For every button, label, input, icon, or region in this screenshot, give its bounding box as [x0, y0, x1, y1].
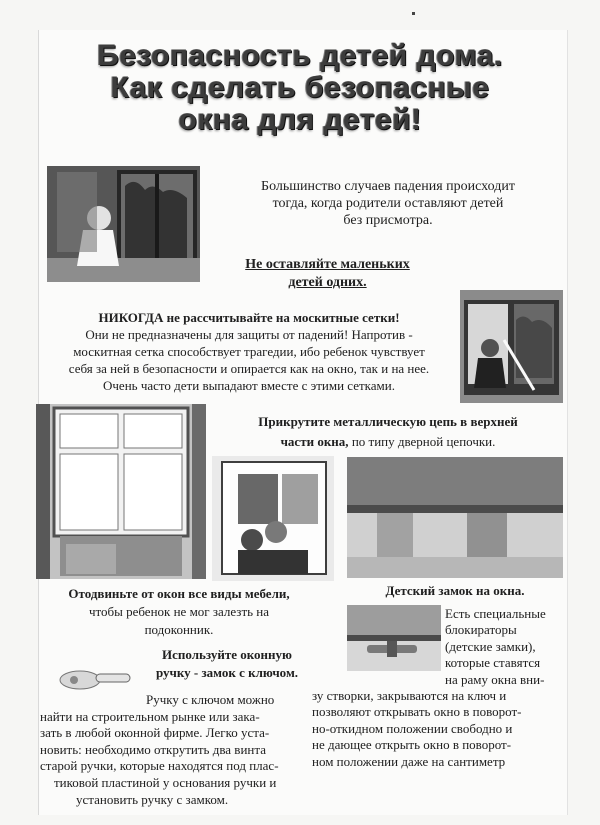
handle-line-7: установить ручку с замком.	[76, 791, 229, 807]
warning-heading	[215, 256, 440, 292]
lock-line-8: но-откидном положении свободно и	[312, 720, 513, 736]
lock-line-2: блокираторы	[445, 622, 517, 638]
chain-bold-2: части окна,	[280, 434, 349, 449]
chain-line-1: Прикрутите металлическую цепь в верхней	[258, 414, 518, 429]
handle-heading	[142, 646, 312, 682]
nets-line-2: москитная сетка способствует трагедии, ибо ребенок чувствует	[73, 344, 425, 359]
handle-line-6: тиковой пластиной у основания ручки и	[54, 774, 277, 790]
lock-line-6: зу створки, закрываются на ключ и	[312, 688, 507, 704]
lock-line-10: ном положении даже на сантиметр	[312, 753, 506, 769]
furniture-section	[36, 585, 322, 639]
title-line-1: Безопасность детей дома.	[97, 39, 503, 72]
lock-heading: Детский замок на окна.	[385, 583, 525, 598]
photo-window-frame	[347, 457, 563, 578]
nets-line-3: себя за ней в безопасности и опирается как на окно, так и на нее.	[68, 361, 430, 376]
handle-description	[40, 692, 314, 808]
chain-line-2	[218, 432, 558, 452]
nets-section	[38, 309, 460, 394]
nets-line-4: Очень часто дети выпадают вместе с этими сетками.	[103, 378, 395, 393]
handle-line-5: старой ручки, которые находятся под плас-	[40, 758, 279, 774]
title-line-3: окна для детей!	[178, 103, 422, 136]
chain-section	[218, 412, 558, 452]
handle-line-3: зать в любой оконной фирме. Легко уста-	[40, 725, 270, 741]
lock-line-3: (детские замки),	[445, 638, 536, 654]
lock-line-5: на раму окна вни-	[445, 671, 545, 687]
nets-line-1: Они не предназначены для защиты от падений! Напротив -	[85, 327, 413, 342]
intro-text	[218, 178, 558, 229]
furniture-line-1: Отодвиньте от окон все виды мебели,	[68, 586, 290, 601]
furniture-line-3: подоконник.	[144, 622, 214, 637]
chain-rest-2: по типу дверной цепочки.	[348, 434, 496, 449]
furniture-line-2: чтобы ребенок не мог залезть на	[88, 604, 270, 619]
intro-line-2: тогда, когда родители оставляют детей	[272, 196, 504, 211]
lock-description	[312, 606, 568, 770]
page-title	[40, 40, 560, 136]
lock-line-9: не дающее открыть окно в поворот-	[312, 737, 512, 753]
lock-line-4: которые ставятся	[445, 655, 541, 671]
intro-line-3: без присмотра.	[343, 213, 433, 228]
scan-speck	[412, 12, 415, 15]
photo-balcony-door	[36, 404, 206, 579]
photo-child-at-window	[47, 166, 200, 282]
warning-line-1: Не оставляйте маленьких	[245, 257, 410, 272]
handle-heading-line-1: Используйте оконную	[162, 647, 292, 662]
title-line-2: Как сделать безопасные	[110, 71, 490, 104]
warning-line-2: детей одних.	[288, 275, 367, 290]
handle-line-1: Ручку с ключом можно	[146, 692, 275, 707]
intro-line-1: Большинство случаев падения происходит	[261, 179, 515, 194]
window-handle-image	[52, 666, 136, 694]
lock-line-7: позволяют открывать окно в поворот-	[312, 704, 522, 720]
handle-heading-line-2: ручку - замок с ключом.	[155, 665, 299, 680]
lock-line-1: Есть специальные	[445, 606, 546, 621]
handle-line-4: новить: необходимо открутить два винта	[40, 741, 266, 757]
handle-line-2: найти на строительном рынке или зака-	[40, 708, 260, 724]
nets-heading: НИКОГДА не рассчитывайте на москитные сетки!	[98, 310, 400, 325]
photo-children-at-window	[212, 456, 334, 581]
photo-child-open-window	[460, 290, 563, 403]
